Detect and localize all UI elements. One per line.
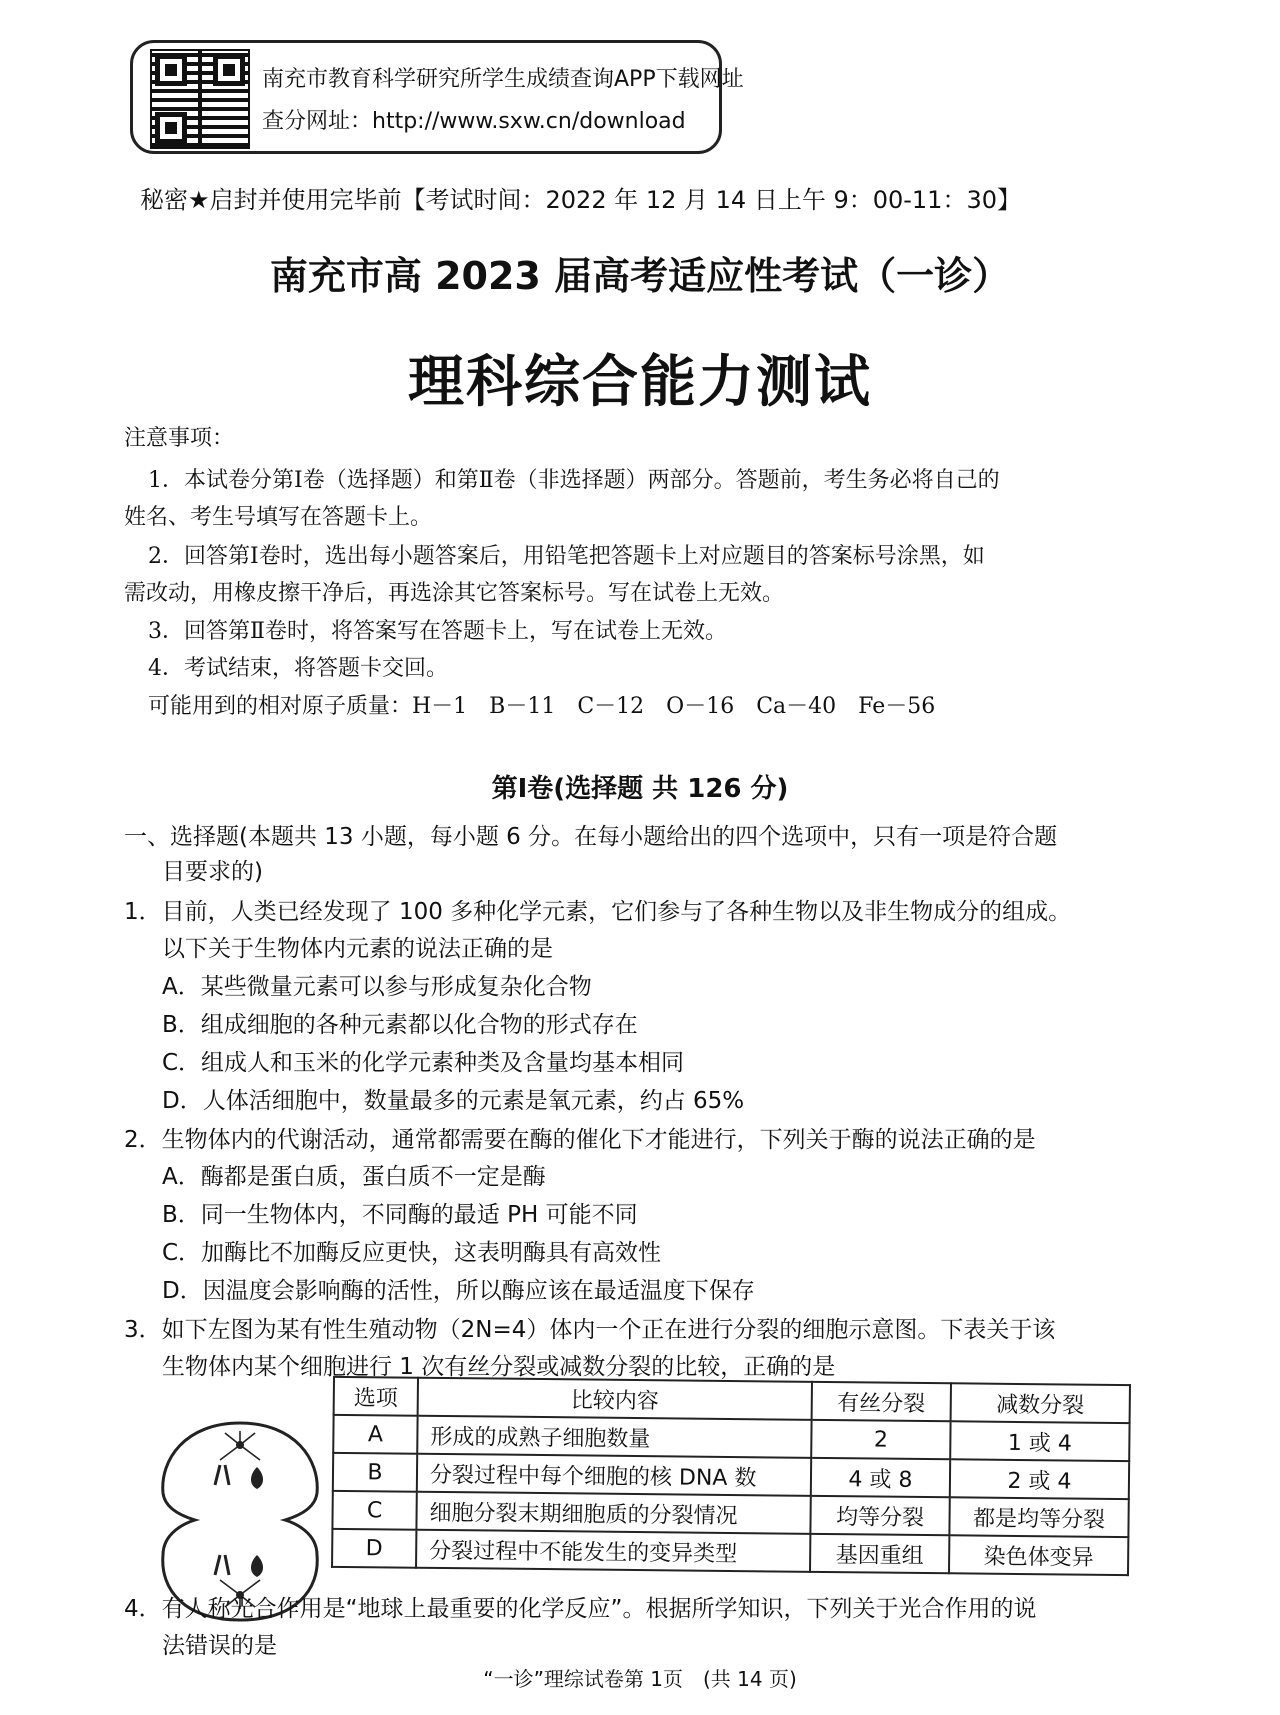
section-title: 第Ⅰ卷(选择题 共 126 分) <box>491 774 789 804</box>
page-footer: “一诊”理综试卷第 1页 (共 14 页) <box>483 1667 797 1691</box>
notes-line: 2．回答第Ⅰ卷时，选出每小题答案后，用铅笔把答题卡上对应题目的答案标号涂黑，如 <box>148 544 985 569</box>
table-cell: 1 或 4 <box>950 1421 1129 1461</box>
table-header: 选项 <box>334 1377 418 1416</box>
question-2-stem: 2．生物体内的代谢活动，通常都需要在酶的催化下才能进行，下列关于酶的说法正确的是 <box>124 1127 1036 1153</box>
table-cell: C <box>332 1491 416 1530</box>
table-cell: 形成的成熟子细胞数量 <box>417 1416 811 1458</box>
comparison-table <box>331 1376 1131 1576</box>
table-cell: D <box>332 1529 416 1568</box>
exam-subtitle: 理科综合能力测试 <box>408 350 872 415</box>
question-2-option-a: A．酶都是蛋白质，蛋白质不一定是酶 <box>162 1164 546 1190</box>
question-4-stem: 4．有人称光合作用是“地球上最重要的化学反应”。根据所学知识，下列关于光合作用的说 <box>124 1596 1037 1622</box>
question-3-stem: 生物体内某个细胞进行 1 次有丝分裂或减数分裂的比较，正确的是 <box>162 1354 836 1380</box>
table-cell: A <box>333 1415 417 1454</box>
notes-line: 3．回答第Ⅱ卷时，将答案写在答题卡上，写在试卷上无效。 <box>148 619 727 644</box>
question-3-stem: 3．如下左图为某有性生殖动物（2N=4）体内一个正在进行分裂的细胞示意图。下表关于该 <box>124 1317 1056 1343</box>
table-row <box>332 1529 1128 1575</box>
exam-title: 南充市高 2023 届高考适应性考试（一诊） <box>269 254 1011 298</box>
table-cell: 分裂过程中每个细胞的核 DNA 数 <box>417 1454 811 1496</box>
table-cell: 2 或 4 <box>950 1459 1129 1499</box>
notes-line: 姓名、考生号填写在答题卡上。 <box>124 505 433 530</box>
table-cell: 基因重组 <box>810 1534 949 1573</box>
table-cell: 2 <box>811 1420 950 1459</box>
part-one-instructions: 目要求的) <box>162 859 263 885</box>
exam-time-header: 秘密★启封并使用完毕前【考试时间：2022 年 12 月 14 日上午 9：00-11：30】 <box>140 186 1021 214</box>
table-cell: 细胞分裂末期细胞质的分裂情况 <box>416 1492 810 1534</box>
table-cell: 都是均等分裂 <box>949 1497 1128 1537</box>
question-1-option-d: D．人体活细胞中，数量最多的元素是氧元素，约占 65% <box>162 1088 745 1114</box>
question-4-stem: 法错误的是 <box>162 1633 277 1659</box>
question-2-option-c: C．加酶比不加酶反应更快，这表明酶具有高效性 <box>162 1240 662 1266</box>
table-cell: B <box>333 1453 417 1492</box>
question-1-option-a: A．某些微量元素可以参与形成复杂化合物 <box>162 974 592 1000</box>
qr-notice-line-1: 南充市教育科学研究所学生成绩查询APP下载网址 <box>262 67 744 92</box>
table-cell: 分裂过程中不能发生的变异类型 <box>416 1530 810 1572</box>
table-header: 减数分裂 <box>951 1383 1130 1423</box>
table-cell: 染色体变异 <box>949 1535 1128 1575</box>
question-2-option-d: D．因温度会影响酶的活性，所以酶应该在最适温度下保存 <box>162 1278 755 1304</box>
notes-line: 4．考试结束，将答题卡交回。 <box>148 656 448 681</box>
atomic-mass-line: 可能用到的相对原子质量：H－1 B－11 C－12 O－16 Ca－40 Fe－56 <box>148 694 936 719</box>
table-cell: 均等分裂 <box>810 1496 949 1535</box>
notes-line: 1．本试卷分第Ⅰ卷（选择题）和第Ⅱ卷（非选择题）两部分。答题前，考生务必将自己的 <box>148 468 1000 493</box>
question-2-option-b: B．同一生物体内，不同酶的最适 PH 可能不同 <box>162 1202 638 1228</box>
question-1-stem: 以下关于生物体内元素的说法正确的是 <box>162 936 553 962</box>
question-1-option-c: C．组成人和玉米的化学元素种类及含量均基本相同 <box>162 1050 685 1076</box>
table-header: 比较内容 <box>418 1378 812 1420</box>
qr-code-icon <box>150 49 250 149</box>
qr-notice-line-2: 查分网址：http://www.sxw.cn/download <box>262 109 686 134</box>
question-1-stem: 1．目前，人类已经发现了 100 多种化学元素，它们参与了各种生物以及非生物成分的组成。 <box>124 899 1072 925</box>
notes-heading: 注意事项： <box>124 426 235 451</box>
table-header: 有丝分裂 <box>812 1382 951 1421</box>
part-one-instructions: 一、选择题(本题共 13 小题，每小题 6 分。在每小题给出的四个选项中，只有一项是符合题 <box>124 824 1058 850</box>
question-1-option-b: B．组成细胞的各种元素都以化合物的形式存在 <box>162 1012 638 1038</box>
table-cell: 4 或 8 <box>811 1458 950 1497</box>
notes-line: 需改动，用橡皮擦干净后，再选涂其它答案标号。写在试卷上无效。 <box>124 581 785 606</box>
